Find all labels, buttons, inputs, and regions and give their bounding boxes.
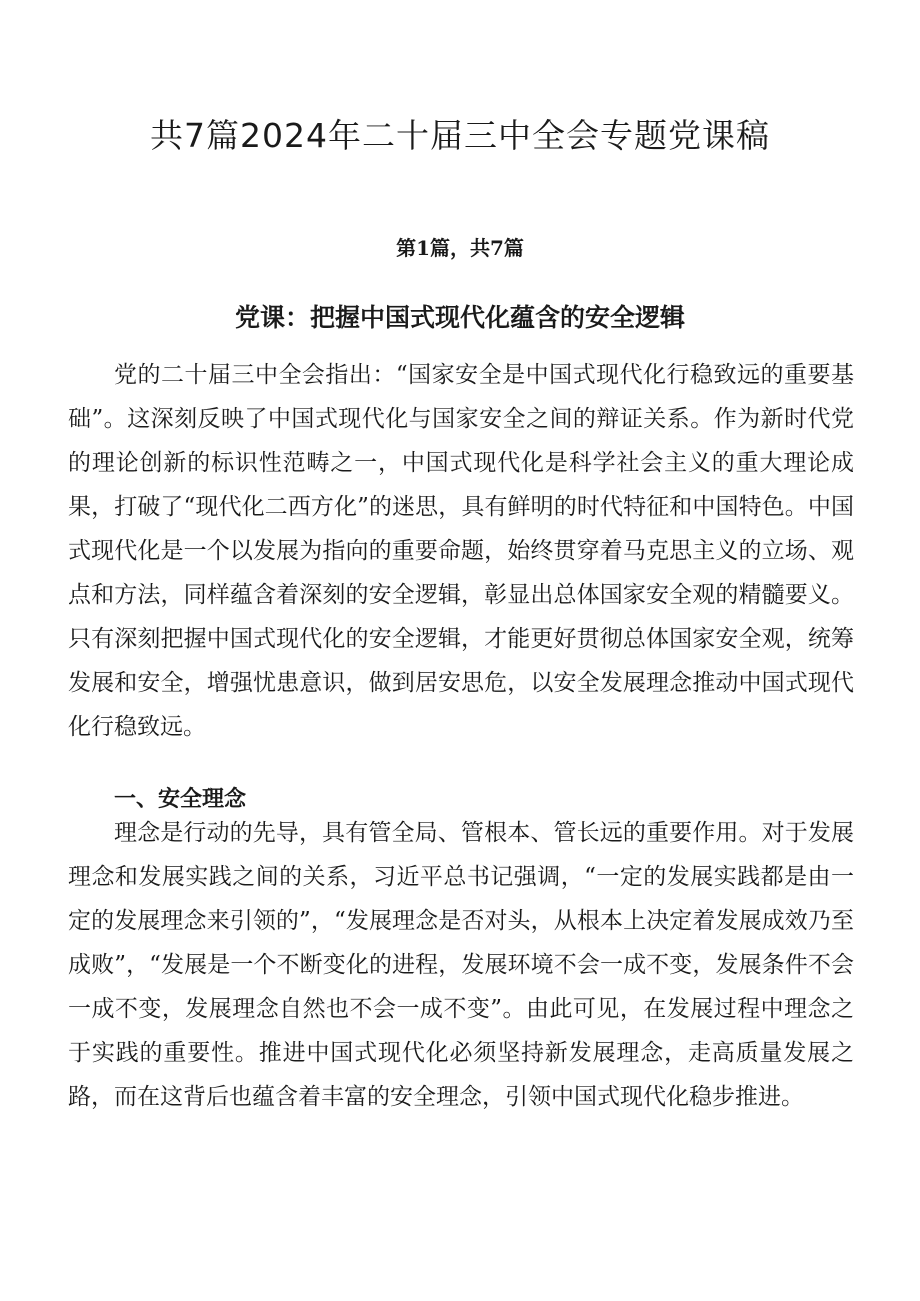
lesson-title: 党课：把握中国式现代化蕴含的安全逻辑 — [234, 303, 685, 332]
intro-paragraph: 党的二十届三中全会指出：“国家安全是中国式现代化行稳致远的重要基础”。这深刻反映了中国式现代化与国家安全之间的辩证关系。作为新时代党的理论创新的标识性范畴之一，中国式现代化是科学社会主义的重大理论成果，打破了“现代化二西方化”的迷思，具有鲜明的时代特征和中国特色。中国式现代化是一个以发展为指向的重要命题，始终贯穿着马克思主义的立场、观点和方法，同样蕴含着深刻的安全逻辑，彰显出总体国家安全观的精髓要义。只有深刻把握中国式现代化的安全逻辑，才能更好贯彻总体国家安全观，统筹发展和安全，增强忧患意识，做到居安思危，以安全发展理念推动中国式现代化行稳致远。 — [68, 362, 854, 740]
section-paragraph: 理念是行动的先导，具有管全局、管根本、管长远的重要作用。对于发展理念和发展实践之间的关系，习近平总书记强调，“一定的发展实践都是由一定的发展理念来引领的”，“发展理念是否对头，从根本上决定着发展成效乃至成败”，“发展是一个不断变化的进程，发展环境不会一成不变，发展条件不会一成不变，发展理念自然也不会一成不变”。由此可见，在发展过程中理念之于实践的重要性。推进中国式现代化必须坚持新发展理念，走高质量发展之路，而在这背后也蕴含着丰富的安全理念，引领中国式现代化稳步推进。 — [68, 820, 854, 1110]
document-title: 共7篇2024年二十届三中全会专题党课稿 — [150, 116, 770, 155]
part-label: 第1篇，共7篇 — [396, 236, 524, 260]
section-heading-safety-concept: 一、安全理念 — [114, 787, 247, 812]
